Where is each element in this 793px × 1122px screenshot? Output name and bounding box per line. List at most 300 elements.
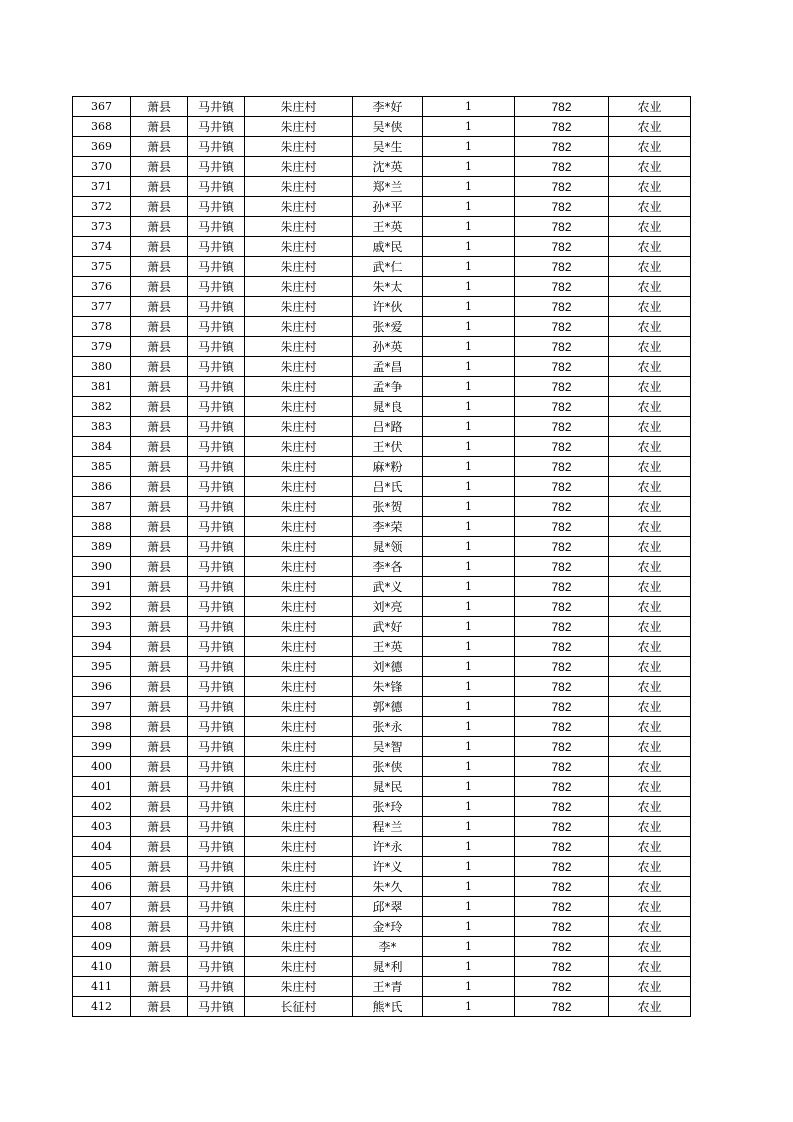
cell-county: 萧县 (131, 757, 188, 777)
cell-industry: 农业 (609, 937, 691, 957)
cell-village: 朱庄村 (245, 557, 353, 577)
cell-village: 朱庄村 (245, 257, 353, 277)
cell-town: 马井镇 (188, 377, 245, 397)
cell-village: 朱庄村 (245, 437, 353, 457)
cell-village: 朱庄村 (245, 617, 353, 637)
cell-count: 1 (423, 197, 515, 217)
cell-amount: 782 (515, 737, 609, 757)
cell-town: 马井镇 (188, 997, 245, 1017)
cell-village: 朱庄村 (245, 117, 353, 137)
cell-county: 萧县 (131, 697, 188, 717)
cell-industry: 农业 (609, 637, 691, 657)
cell-town: 马井镇 (188, 617, 245, 637)
cell-name: 张*侠 (353, 757, 423, 777)
cell-index: 401 (73, 777, 131, 797)
cell-count: 1 (423, 797, 515, 817)
table-row (73, 757, 691, 777)
cell-index: 384 (73, 437, 131, 457)
cell-village: 朱庄村 (245, 577, 353, 597)
cell-amount: 782 (515, 137, 609, 157)
cell-index: 400 (73, 757, 131, 777)
table-row (73, 297, 691, 317)
table-row (73, 777, 691, 797)
table-row (73, 257, 691, 277)
table-row (73, 897, 691, 917)
cell-count: 1 (423, 117, 515, 137)
cell-industry: 农业 (609, 997, 691, 1017)
cell-industry: 农业 (609, 117, 691, 137)
cell-industry: 农业 (609, 717, 691, 737)
table-row (73, 857, 691, 877)
cell-industry: 农业 (609, 97, 691, 117)
cell-name: 李* (353, 937, 423, 957)
cell-index: 397 (73, 697, 131, 717)
cell-town: 马井镇 (188, 357, 245, 377)
table-row (73, 197, 691, 217)
cell-industry: 农业 (609, 257, 691, 277)
cell-industry: 农业 (609, 517, 691, 537)
cell-name: 吴*智 (353, 737, 423, 757)
cell-town: 马井镇 (188, 217, 245, 237)
cell-index: 410 (73, 957, 131, 977)
cell-county: 萧县 (131, 317, 188, 337)
cell-town: 马井镇 (188, 817, 245, 837)
cell-index: 371 (73, 177, 131, 197)
cell-amount: 782 (515, 337, 609, 357)
table-row (73, 877, 691, 897)
cell-name: 吕*氏 (353, 477, 423, 497)
table-row (73, 797, 691, 817)
cell-count: 1 (423, 277, 515, 297)
cell-village: 朱庄村 (245, 897, 353, 917)
cell-name: 吕*路 (353, 417, 423, 437)
cell-county: 萧县 (131, 437, 188, 457)
cell-index: 379 (73, 337, 131, 357)
cell-town: 马井镇 (188, 597, 245, 617)
cell-town: 马井镇 (188, 157, 245, 177)
cell-town: 马井镇 (188, 337, 245, 357)
cell-index: 368 (73, 117, 131, 137)
cell-county: 萧县 (131, 597, 188, 617)
cell-county: 萧县 (131, 877, 188, 897)
cell-town: 马井镇 (188, 877, 245, 897)
table-row (73, 357, 691, 377)
cell-village: 朱庄村 (245, 157, 353, 177)
cell-amount: 782 (515, 417, 609, 437)
cell-industry: 农业 (609, 197, 691, 217)
cell-industry: 农业 (609, 557, 691, 577)
cell-name: 张*爱 (353, 317, 423, 337)
cell-count: 1 (423, 357, 515, 377)
cell-count: 1 (423, 417, 515, 437)
cell-county: 萧县 (131, 717, 188, 737)
cell-county: 萧县 (131, 817, 188, 837)
cell-village: 朱庄村 (245, 297, 353, 317)
cell-village: 朱庄村 (245, 137, 353, 157)
cell-industry: 农业 (609, 677, 691, 697)
cell-index: 386 (73, 477, 131, 497)
table-row (73, 337, 691, 357)
cell-name: 郭*德 (353, 697, 423, 717)
cell-amount: 782 (515, 397, 609, 417)
cell-index: 377 (73, 297, 131, 317)
cell-name: 孙*英 (353, 337, 423, 357)
cell-industry: 农业 (609, 137, 691, 157)
cell-count: 1 (423, 757, 515, 777)
cell-village: 朱庄村 (245, 517, 353, 537)
cell-industry: 农业 (609, 857, 691, 877)
cell-count: 1 (423, 837, 515, 857)
cell-village: 朱庄村 (245, 857, 353, 877)
cell-industry: 农业 (609, 237, 691, 257)
cell-town: 马井镇 (188, 637, 245, 657)
table-row (73, 637, 691, 657)
cell-count: 1 (423, 657, 515, 677)
cell-amount: 782 (515, 117, 609, 137)
cell-amount: 782 (515, 217, 609, 237)
cell-town: 马井镇 (188, 197, 245, 217)
cell-count: 1 (423, 737, 515, 757)
cell-town: 马井镇 (188, 977, 245, 997)
cell-village: 朱庄村 (245, 677, 353, 697)
cell-count: 1 (423, 477, 515, 497)
table-row (73, 117, 691, 137)
cell-town: 马井镇 (188, 417, 245, 437)
cell-index: 399 (73, 737, 131, 757)
cell-index: 405 (73, 857, 131, 877)
cell-name: 晁*良 (353, 397, 423, 417)
cell-index: 387 (73, 497, 131, 517)
cell-count: 1 (423, 377, 515, 397)
cell-town: 马井镇 (188, 957, 245, 977)
cell-county: 萧县 (131, 257, 188, 277)
cell-town: 马井镇 (188, 297, 245, 317)
cell-industry: 农业 (609, 817, 691, 837)
cell-index: 398 (73, 717, 131, 737)
cell-amount: 782 (515, 577, 609, 597)
table-row (73, 957, 691, 977)
table-row (73, 217, 691, 237)
cell-county: 萧县 (131, 197, 188, 217)
cell-village: 朱庄村 (245, 237, 353, 257)
table-row (73, 917, 691, 937)
cell-town: 马井镇 (188, 457, 245, 477)
cell-town: 马井镇 (188, 757, 245, 777)
cell-industry: 农业 (609, 217, 691, 237)
cell-name: 许*永 (353, 837, 423, 857)
cell-count: 1 (423, 557, 515, 577)
cell-amount: 782 (515, 237, 609, 257)
cell-count: 1 (423, 457, 515, 477)
table-row (73, 497, 691, 517)
cell-name: 朱*久 (353, 877, 423, 897)
cell-county: 萧县 (131, 277, 188, 297)
cell-amount: 782 (515, 637, 609, 657)
cell-village: 朱庄村 (245, 97, 353, 117)
cell-county: 萧县 (131, 897, 188, 917)
cell-amount: 782 (515, 297, 609, 317)
cell-amount: 782 (515, 757, 609, 777)
cell-name: 熊*氏 (353, 997, 423, 1017)
cell-village: 朱庄村 (245, 497, 353, 517)
cell-county: 萧县 (131, 357, 188, 377)
table-row (73, 977, 691, 997)
cell-village: 朱庄村 (245, 377, 353, 397)
cell-industry: 农业 (609, 537, 691, 557)
cell-county: 萧县 (131, 577, 188, 597)
cell-village: 朱庄村 (245, 917, 353, 937)
cell-village: 朱庄村 (245, 217, 353, 237)
cell-index: 380 (73, 357, 131, 377)
cell-industry: 农业 (609, 497, 691, 517)
cell-count: 1 (423, 997, 515, 1017)
cell-village: 朱庄村 (245, 357, 353, 377)
cell-index: 376 (73, 277, 131, 297)
cell-amount: 782 (515, 177, 609, 197)
cell-name: 吴*生 (353, 137, 423, 157)
cell-count: 1 (423, 397, 515, 417)
cell-county: 萧县 (131, 97, 188, 117)
cell-name: 晁*利 (353, 957, 423, 977)
cell-town: 马井镇 (188, 517, 245, 537)
table-row (73, 437, 691, 457)
cell-name: 王*青 (353, 977, 423, 997)
cell-index: 393 (73, 617, 131, 637)
cell-county: 萧县 (131, 677, 188, 697)
cell-county: 萧县 (131, 857, 188, 877)
cell-count: 1 (423, 317, 515, 337)
cell-town: 马井镇 (188, 137, 245, 157)
cell-town: 马井镇 (188, 677, 245, 697)
cell-county: 萧县 (131, 477, 188, 497)
cell-count: 1 (423, 517, 515, 537)
cell-count: 1 (423, 857, 515, 877)
table-body (73, 97, 691, 1017)
cell-count: 1 (423, 937, 515, 957)
cell-industry: 农业 (609, 837, 691, 857)
cell-industry: 农业 (609, 657, 691, 677)
cell-name: 王*英 (353, 217, 423, 237)
cell-name: 许*伙 (353, 297, 423, 317)
cell-village: 朱庄村 (245, 957, 353, 977)
cell-count: 1 (423, 637, 515, 657)
cell-industry: 农业 (609, 697, 691, 717)
cell-name: 邱*翠 (353, 897, 423, 917)
table-row (73, 397, 691, 417)
cell-village: 朱庄村 (245, 477, 353, 497)
cell-county: 萧县 (131, 997, 188, 1017)
cell-amount: 782 (515, 357, 609, 377)
cell-county: 萧县 (131, 117, 188, 137)
cell-town: 马井镇 (188, 577, 245, 597)
cell-index: 373 (73, 217, 131, 237)
cell-index: 394 (73, 637, 131, 657)
cell-count: 1 (423, 817, 515, 837)
cell-industry: 农业 (609, 337, 691, 357)
table-row (73, 417, 691, 437)
cell-amount: 782 (515, 717, 609, 737)
table-row (73, 937, 691, 957)
cell-town: 马井镇 (188, 777, 245, 797)
cell-town: 马井镇 (188, 177, 245, 197)
cell-industry: 农业 (609, 617, 691, 637)
cell-county: 萧县 (131, 457, 188, 477)
cell-index: 367 (73, 97, 131, 117)
cell-count: 1 (423, 537, 515, 557)
cell-county: 萧县 (131, 297, 188, 317)
cell-town: 马井镇 (188, 317, 245, 337)
cell-industry: 农业 (609, 317, 691, 337)
cell-index: 378 (73, 317, 131, 337)
cell-town: 马井镇 (188, 717, 245, 737)
cell-amount: 782 (515, 837, 609, 857)
cell-town: 马井镇 (188, 917, 245, 937)
cell-village: 长征村 (245, 997, 353, 1017)
cell-index: 403 (73, 817, 131, 837)
table-row (73, 157, 691, 177)
table-row (73, 657, 691, 677)
cell-index: 408 (73, 917, 131, 937)
cell-village: 朱庄村 (245, 937, 353, 957)
cell-count: 1 (423, 577, 515, 597)
cell-count: 1 (423, 97, 515, 117)
cell-amount: 782 (515, 917, 609, 937)
cell-county: 萧县 (131, 337, 188, 357)
cell-count: 1 (423, 897, 515, 917)
cell-industry: 农业 (609, 757, 691, 777)
cell-county: 萧县 (131, 397, 188, 417)
cell-name: 刘*德 (353, 657, 423, 677)
cell-county: 萧县 (131, 217, 188, 237)
cell-count: 1 (423, 337, 515, 357)
cell-amount: 782 (515, 497, 609, 517)
cell-index: 382 (73, 397, 131, 417)
cell-village: 朱庄村 (245, 877, 353, 897)
cell-village: 朱庄村 (245, 657, 353, 677)
cell-town: 马井镇 (188, 857, 245, 877)
cell-village: 朱庄村 (245, 837, 353, 857)
cell-county: 萧县 (131, 797, 188, 817)
cell-industry: 农业 (609, 457, 691, 477)
cell-index: 369 (73, 137, 131, 157)
table-row (73, 677, 691, 697)
cell-name: 孟*昌 (353, 357, 423, 377)
cell-amount: 782 (515, 477, 609, 497)
cell-index: 402 (73, 797, 131, 817)
cell-name: 晁*领 (353, 537, 423, 557)
cell-industry: 农业 (609, 357, 691, 377)
cell-index: 391 (73, 577, 131, 597)
cell-name: 王*伏 (353, 437, 423, 457)
cell-town: 马井镇 (188, 397, 245, 417)
cell-name: 李*各 (353, 557, 423, 577)
cell-county: 萧县 (131, 737, 188, 757)
cell-industry: 农业 (609, 157, 691, 177)
cell-amount: 782 (515, 317, 609, 337)
cell-amount: 782 (515, 277, 609, 297)
cell-count: 1 (423, 437, 515, 457)
cell-industry: 农业 (609, 797, 691, 817)
table-row (73, 457, 691, 477)
cell-town: 马井镇 (188, 117, 245, 137)
cell-name: 李*荣 (353, 517, 423, 537)
cell-count: 1 (423, 677, 515, 697)
cell-name: 张*贺 (353, 497, 423, 517)
cell-index: 395 (73, 657, 131, 677)
cell-village: 朱庄村 (245, 717, 353, 737)
cell-index: 392 (73, 597, 131, 617)
cell-count: 1 (423, 597, 515, 617)
cell-town: 马井镇 (188, 837, 245, 857)
cell-count: 1 (423, 217, 515, 237)
cell-name: 沈*英 (353, 157, 423, 177)
cell-name: 戚*民 (353, 237, 423, 257)
table-row (73, 997, 691, 1017)
cell-industry: 农业 (609, 577, 691, 597)
cell-name: 金*玲 (353, 917, 423, 937)
cell-town: 马井镇 (188, 277, 245, 297)
cell-industry: 农业 (609, 477, 691, 497)
cell-industry: 农业 (609, 417, 691, 437)
cell-town: 马井镇 (188, 657, 245, 677)
cell-amount: 782 (515, 457, 609, 477)
cell-town: 马井镇 (188, 477, 245, 497)
cell-index: 404 (73, 837, 131, 857)
cell-industry: 农业 (609, 957, 691, 977)
cell-count: 1 (423, 917, 515, 937)
cell-village: 朱庄村 (245, 537, 353, 557)
cell-name: 郑*兰 (353, 177, 423, 197)
cell-index: 407 (73, 897, 131, 917)
table-row (73, 537, 691, 557)
cell-industry: 农业 (609, 917, 691, 937)
cell-amount: 782 (515, 977, 609, 997)
cell-county: 萧县 (131, 617, 188, 637)
table-row (73, 237, 691, 257)
cell-town: 马井镇 (188, 557, 245, 577)
cell-amount: 782 (515, 437, 609, 457)
cell-village: 朱庄村 (245, 977, 353, 997)
cell-index: 385 (73, 457, 131, 477)
cell-town: 马井镇 (188, 237, 245, 257)
cell-index: 375 (73, 257, 131, 277)
cell-index: 372 (73, 197, 131, 217)
table-row (73, 597, 691, 617)
cell-village: 朱庄村 (245, 197, 353, 217)
table-row (73, 277, 691, 297)
cell-amount: 782 (515, 817, 609, 837)
cell-index: 381 (73, 377, 131, 397)
cell-amount: 782 (515, 777, 609, 797)
cell-village: 朱庄村 (245, 597, 353, 617)
cell-county: 萧县 (131, 637, 188, 657)
cell-village: 朱庄村 (245, 777, 353, 797)
cell-village: 朱庄村 (245, 397, 353, 417)
cell-count: 1 (423, 497, 515, 517)
cell-county: 萧县 (131, 557, 188, 577)
cell-index: 390 (73, 557, 131, 577)
cell-town: 马井镇 (188, 697, 245, 717)
cell-town: 马井镇 (188, 437, 245, 457)
cell-count: 1 (423, 697, 515, 717)
cell-county: 萧县 (131, 157, 188, 177)
cell-county: 萧县 (131, 977, 188, 997)
cell-name: 朱*太 (353, 277, 423, 297)
cell-index: 383 (73, 417, 131, 437)
cell-count: 1 (423, 617, 515, 637)
cell-county: 萧县 (131, 177, 188, 197)
cell-county: 萧县 (131, 537, 188, 557)
